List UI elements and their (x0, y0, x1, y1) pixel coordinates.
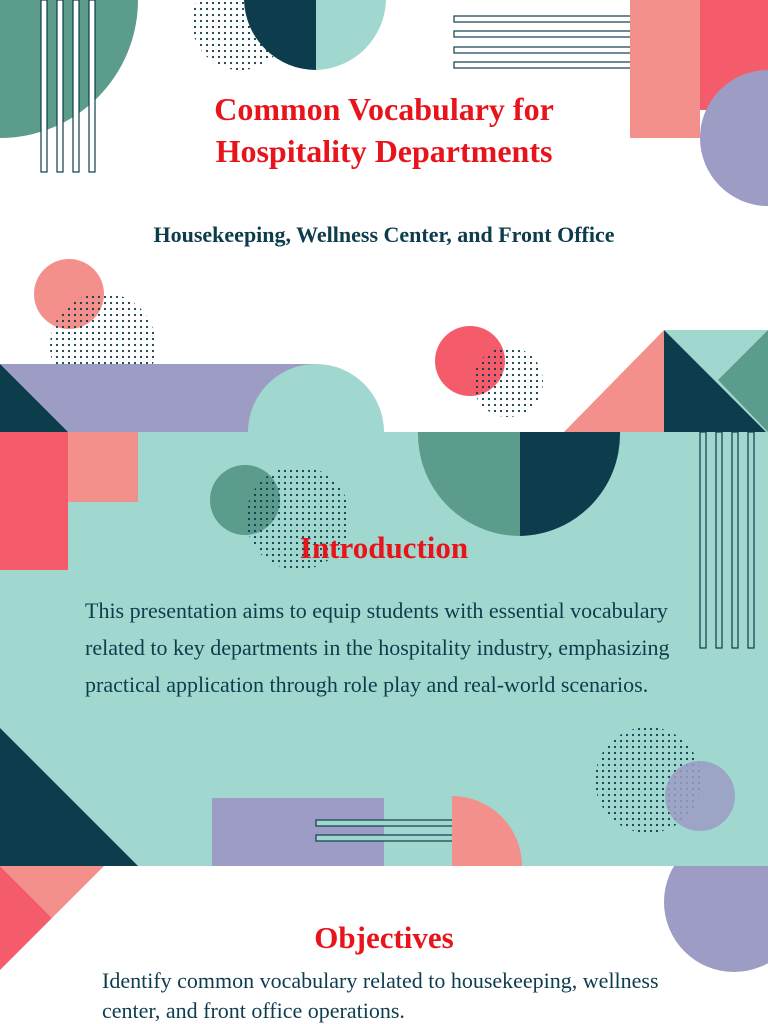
objectives-heading: Objectives (314, 920, 454, 955)
introduction-slide (0, 432, 768, 866)
introduction-heading: Introduction (299, 530, 469, 565)
dotted-circle-shape (473, 347, 543, 417)
objectives-slide (0, 866, 768, 1024)
title-line-1: Common Vocabulary for (214, 91, 554, 127)
pink-quarter-circle-shape (452, 796, 522, 866)
navy-half-circle-shape (520, 432, 620, 536)
title-slide (0, 0, 768, 432)
navy-triangle-shape (0, 728, 138, 866)
slide1-decorations (0, 0, 768, 432)
green-half-circle-shape (418, 432, 520, 536)
objectives-text: Identify common vocabulary related to housekeeping, wellness center, and front office operations. (102, 968, 659, 1023)
pink-triangle-shape (564, 330, 664, 432)
lavender-circle-shape (665, 761, 735, 831)
presentation-subtitle: Housekeeping, Wellness Center, and Front Office (153, 222, 615, 247)
pink-block-shape (68, 432, 138, 502)
presentation-title (0, 88, 768, 172)
teal-half-circle-shape (316, 0, 386, 70)
lavender-block-shape (212, 798, 384, 866)
title-line-2: Hospitality Departments (215, 133, 553, 169)
introduction-text: This presentation aims to equip students with essential vocabulary related to key departments in the hospitality industry, emphasizing practical application through role play and real-world scenarios. (85, 598, 670, 697)
